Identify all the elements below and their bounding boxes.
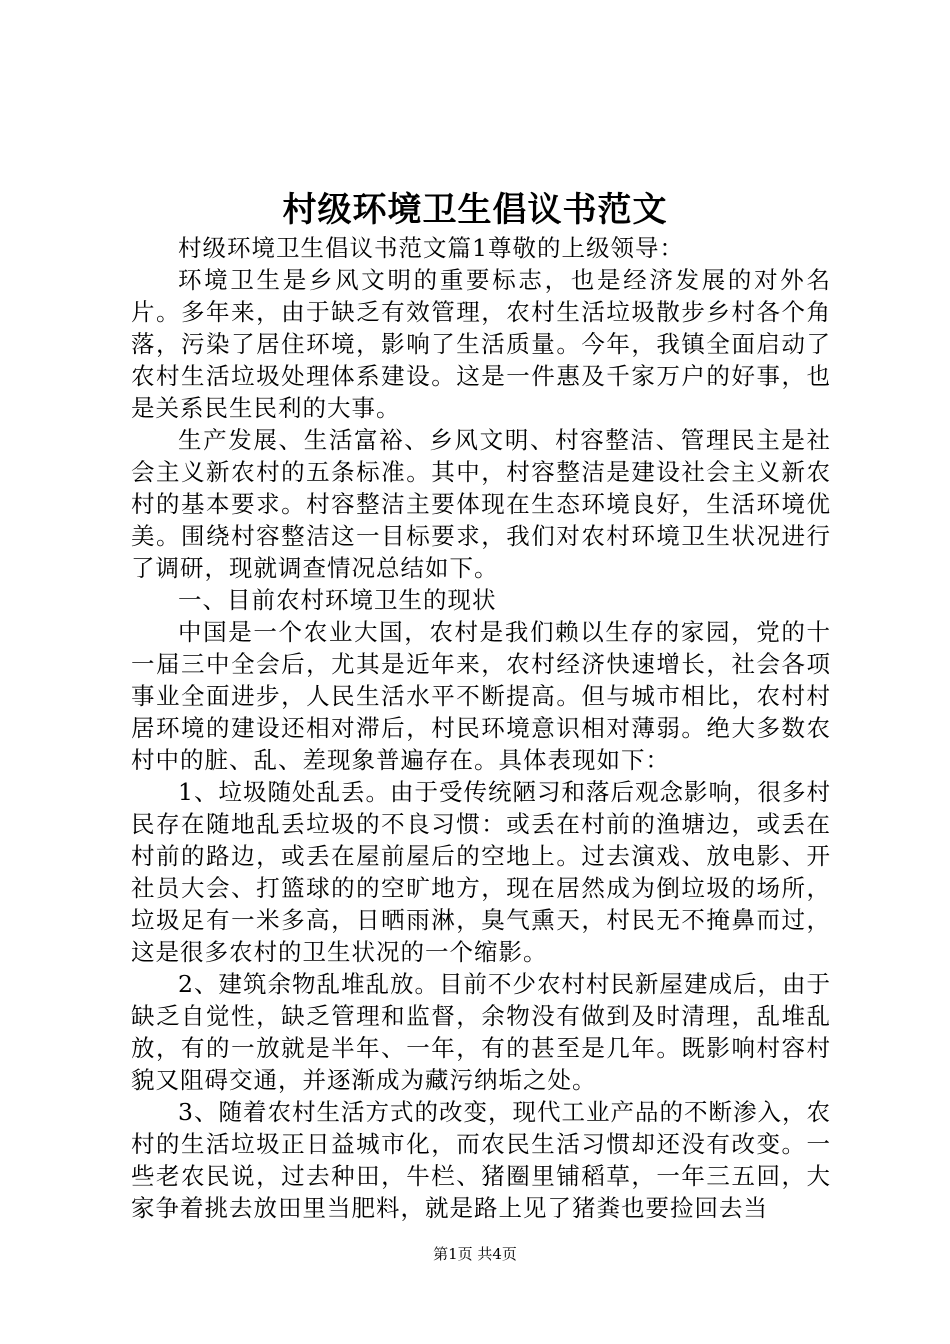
- paragraph-standards: 生产发展、生活富裕、乡风文明、村容整洁、管理民主是社会主义新农村的五条标准。其中，村容整洁是建设社会主义新农村的基本要求。村容整洁主要体现在生态环境良好，生活环境优美。围绕村容整洁这一目标要求，我们对农村环境卫生状况进行了调研，现就调查情况总结如下。: [131, 426, 831, 582]
- section-heading-current-status: 一、目前农村环境卫生的现状: [178, 586, 497, 614]
- paragraph-item-3: 3、随着农村生活方式的改变，现代工业产品的不断渗入，农村的生活垃圾正日益城市化，而农民生活习惯却还没有改变。一些老农民说，过去种田，牛栏、猪圈里铺稻草，一年三五回，大家争着挑去放田里当肥料，就是路上见了猪粪也要捡回去当: [131, 1098, 831, 1222]
- document-title: 村级环境卫生倡议书范文: [282, 190, 668, 230]
- document-body: [131, 232, 831, 1224]
- page-footer: 第1页 共4页: [433, 1245, 517, 1263]
- paragraph-background: 中国是一个农业大国，农村是我们赖以生存的家园，党的十一届三中全会后，尤其是近年来，农村经济快速增长，社会各项事业全面进步，人民生活水平不断提高。但与城市相比，农村村居环境的建设还相对滞后，村民环境意识相对薄弱。绝大多数农村中的脏、乱、差现象普遍存在。具体表现如下：: [131, 618, 831, 774]
- paragraph-intro: 环境卫生是乡风文明的重要标志，也是经济发展的对外名片。多年来，由于缺乏有效管理，农村生活垃圾散步乡村各个角落，污染了居住环境，影响了生活质量。今年，我镇全面启动了农村生活垃圾处理体系建设。这是一件惠及千家万户的好事，也是关系民生民利的大事。: [131, 266, 831, 422]
- paragraph-salutation: 村级环境卫生倡议书范文篇1尊敬的上级领导：: [178, 234, 684, 262]
- paragraph-item-2: 2、建筑余物乱堆乱放。目前不少农村村民新屋建成后，由于缺乏自觉性，缺乏管理和监督，余物没有做到及时清理，乱堆乱放，有的一放就是半年、一年，有的甚至是几年。既影响村容村貌又阻碍交通，并逐渐成为藏污纳垢之处。: [131, 970, 831, 1094]
- paragraph-item-1: 1、垃圾随处乱丢。由于受传统陋习和落后观念影响，很多村民存在随地乱丢垃圾的不良习惯：或丢在村前的渔塘边，或丢在村前的路边，或丢在屋前屋后的空地上。过去演戏、放电影、开社员大会、打篮球的的空旷地方，现在居然成为倒垃圾的场所，垃圾足有一米多高，日晒雨淋，臭气熏天，村民无不掩鼻而过，这是很多农村的卫生状况的一个缩影。: [131, 778, 831, 966]
